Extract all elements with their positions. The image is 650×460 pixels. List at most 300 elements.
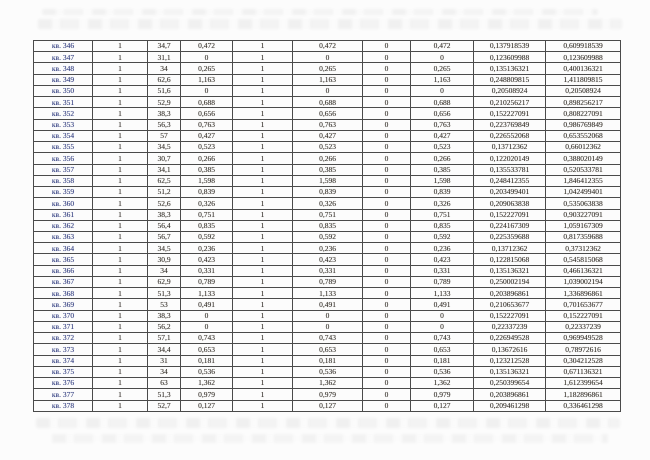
value-cell: 0 [363, 378, 411, 389]
value-cell: 0,523 [293, 142, 363, 153]
value-cell: 0,331 [181, 265, 233, 276]
value-cell: 0 [363, 85, 411, 96]
value-cell: 0 [363, 355, 411, 366]
value-cell: 30,9 [148, 254, 181, 265]
value-cell: 0,236 [181, 243, 233, 254]
row-label-cell: кв. 361 [34, 209, 93, 220]
value-cell: 51,6 [148, 85, 181, 96]
table-row [34, 52, 621, 63]
value-cell: 0 [363, 164, 411, 175]
value-cell: 0,248809815 [474, 74, 546, 85]
value-cell: 1 [93, 130, 148, 141]
value-cell: 0,236 [411, 243, 474, 254]
value-cell: 0,225359688 [474, 231, 546, 242]
value-cell: 1 [233, 119, 293, 130]
value-cell: 0,751 [411, 209, 474, 220]
table-row [34, 142, 621, 153]
value-cell: 0,592 [293, 231, 363, 242]
value-cell: 0,701653677 [546, 299, 621, 310]
value-cell: 53 [148, 299, 181, 310]
row-label-cell: кв. 371 [34, 321, 93, 332]
value-cell: 0,835 [411, 220, 474, 231]
row-label-cell: кв. 375 [34, 366, 93, 377]
table-row [34, 310, 621, 321]
value-cell: 1,163 [411, 74, 474, 85]
value-cell: 34,7 [148, 41, 181, 52]
value-cell: 1 [93, 344, 148, 355]
value-cell: 0,979 [181, 389, 233, 400]
value-cell: 1 [233, 355, 293, 366]
value-cell: 0,266 [293, 153, 363, 164]
value-cell: 0 [293, 52, 363, 63]
value-cell: 1 [233, 378, 293, 389]
value-cell: 0 [363, 265, 411, 276]
table-row [34, 198, 621, 209]
value-cell: 0,135533781 [474, 164, 546, 175]
table-row [34, 97, 621, 108]
value-cell: 1 [93, 153, 148, 164]
value-cell: 57,1 [148, 333, 181, 344]
value-cell: 1 [233, 389, 293, 400]
row-label-cell: кв. 373 [34, 344, 93, 355]
value-cell: 1 [93, 243, 148, 254]
value-cell: 0,491 [181, 299, 233, 310]
value-cell: 1 [93, 63, 148, 74]
value-cell: 1 [233, 265, 293, 276]
value-cell: 0 [363, 220, 411, 231]
value-cell: 56,3 [148, 119, 181, 130]
value-cell: 1 [93, 321, 148, 332]
table-row [34, 231, 621, 242]
value-cell: 0 [363, 209, 411, 220]
value-cell: 0,491 [411, 299, 474, 310]
value-cell: 0,789 [293, 276, 363, 287]
value-cell: 0,152227091 [546, 310, 621, 321]
value-cell: 0,898256217 [546, 97, 621, 108]
row-label-cell: кв. 356 [34, 153, 93, 164]
value-cell: 0 [363, 366, 411, 377]
value-cell: 1 [93, 355, 148, 366]
value-cell: 38,3 [148, 108, 181, 119]
value-cell: 0,808227091 [546, 108, 621, 119]
value-cell: 0,326 [293, 198, 363, 209]
value-cell: 0,37312362 [546, 243, 621, 254]
value-cell: 0,135136321 [474, 265, 546, 276]
table-row [34, 288, 621, 299]
row-label-cell: кв. 362 [34, 220, 93, 231]
value-cell: 0,13712362 [474, 243, 546, 254]
value-cell: 56,4 [148, 220, 181, 231]
value-cell: 0,122020149 [474, 153, 546, 164]
value-cell: 0,210653677 [474, 299, 546, 310]
value-cell: 0,751 [293, 209, 363, 220]
value-cell: 0,751 [181, 209, 233, 220]
value-cell: 0 [363, 243, 411, 254]
value-cell: 1 [233, 97, 293, 108]
row-label-cell: кв. 354 [34, 130, 93, 141]
value-cell: 1 [233, 130, 293, 141]
value-cell: 1 [233, 85, 293, 96]
table-row [34, 299, 621, 310]
value-cell: 1,598 [411, 175, 474, 186]
value-cell: 1 [93, 187, 148, 198]
value-cell: 1 [233, 321, 293, 332]
value-cell: 0,536 [293, 366, 363, 377]
value-cell: 0,385 [181, 164, 233, 175]
table-row [34, 220, 621, 231]
value-cell: 0 [363, 187, 411, 198]
value-cell: 0,265 [293, 63, 363, 74]
value-cell: 1 [93, 164, 148, 175]
value-cell: 0 [293, 321, 363, 332]
value-cell: 0 [293, 310, 363, 321]
value-cell: 0,181 [411, 355, 474, 366]
value-cell: 0,326 [181, 198, 233, 209]
value-cell: 0,209461298 [474, 400, 546, 412]
value-cell: 1,598 [181, 175, 233, 186]
value-cell: 0,122815068 [474, 254, 546, 265]
table-row [34, 119, 621, 130]
value-cell: 34,1 [148, 164, 181, 175]
table-row [34, 85, 621, 96]
row-label-cell: кв. 346 [34, 41, 93, 52]
value-cell: 1 [93, 378, 148, 389]
value-cell: 0,226552068 [474, 130, 546, 141]
value-cell: 1 [93, 97, 148, 108]
value-cell: 0,250002194 [474, 276, 546, 287]
value-cell: 1,163 [181, 74, 233, 85]
value-cell: 1,411809815 [546, 74, 621, 85]
value-cell: 1 [93, 400, 148, 412]
value-cell: 1 [93, 142, 148, 153]
value-cell: 0,152227091 [474, 310, 546, 321]
value-cell: 0 [363, 63, 411, 74]
value-cell: 52,9 [148, 97, 181, 108]
value-cell: 0,331 [411, 265, 474, 276]
value-cell: 0,135136321 [474, 63, 546, 74]
value-cell: 0,13712362 [474, 142, 546, 153]
value-cell: 1 [93, 254, 148, 265]
value-cell: 0,250399654 [474, 378, 546, 389]
value-cell: 0,210256217 [474, 97, 546, 108]
scan-bleedthrough-artifact [38, 19, 622, 29]
value-cell: 0,763 [181, 119, 233, 130]
value-cell: 1 [233, 142, 293, 153]
value-cell: 0,181 [293, 355, 363, 366]
value-cell: 1,133 [181, 288, 233, 299]
table-row [34, 153, 621, 164]
value-cell: 51,3 [148, 389, 181, 400]
value-cell: 62,9 [148, 276, 181, 287]
value-cell: 0,789 [411, 276, 474, 287]
value-cell: 34 [148, 63, 181, 74]
value-cell: 0,472 [411, 41, 474, 52]
value-cell: 0 [363, 400, 411, 412]
value-cell: 0 [363, 52, 411, 63]
value-cell: 0,181 [181, 355, 233, 366]
table-row [34, 333, 621, 344]
value-cell: 51,2 [148, 187, 181, 198]
value-cell: 34 [148, 265, 181, 276]
value-cell: 38,3 [148, 310, 181, 321]
value-cell: 34 [148, 366, 181, 377]
value-cell: 0 [363, 231, 411, 242]
value-cell: 0 [363, 254, 411, 265]
value-cell: 0,536 [181, 366, 233, 377]
row-label-cell: кв. 349 [34, 74, 93, 85]
value-cell: 0 [363, 321, 411, 332]
data-table [33, 40, 621, 412]
value-cell: 51,3 [148, 288, 181, 299]
value-cell: 0,223769849 [474, 119, 546, 130]
value-cell: 0,423 [411, 254, 474, 265]
value-cell: 0,520533781 [546, 164, 621, 175]
value-cell: 62,6 [148, 74, 181, 85]
value-cell: 0,969949528 [546, 333, 621, 344]
value-cell: 1,846412355 [546, 175, 621, 186]
value-cell: 34,5 [148, 243, 181, 254]
value-cell: 1 [93, 265, 148, 276]
value-cell: 1 [93, 299, 148, 310]
table-row [34, 63, 621, 74]
value-cell: 0 [363, 288, 411, 299]
value-cell: 1 [233, 175, 293, 186]
value-cell: 0 [363, 299, 411, 310]
value-cell: 0,986769849 [546, 119, 621, 130]
value-cell: 0,688 [293, 97, 363, 108]
value-cell: 0,248412355 [474, 175, 546, 186]
table-row [34, 265, 621, 276]
value-cell: 0,839 [411, 187, 474, 198]
value-cell: 1 [93, 276, 148, 287]
value-cell: 0,535063838 [546, 198, 621, 209]
value-cell: 0 [411, 85, 474, 96]
row-label-cell: кв. 372 [34, 333, 93, 344]
value-cell: 0,78972616 [546, 344, 621, 355]
value-cell: 30,7 [148, 153, 181, 164]
value-cell: 0 [411, 310, 474, 321]
value-cell: 1 [233, 400, 293, 412]
table-row [34, 389, 621, 400]
value-cell: 1 [93, 74, 148, 85]
value-cell: 0,656 [181, 108, 233, 119]
value-cell: 56,7 [148, 231, 181, 242]
value-cell: 38,3 [148, 209, 181, 220]
value-cell: 0 [181, 310, 233, 321]
value-cell: 0,839 [293, 187, 363, 198]
row-label-cell: кв. 347 [34, 52, 93, 63]
table-row [34, 355, 621, 366]
value-cell: 1 [233, 310, 293, 321]
value-cell: 0 [363, 276, 411, 287]
value-cell: 1 [93, 288, 148, 299]
value-cell: 0,653 [411, 344, 474, 355]
value-cell: 0,135136321 [474, 366, 546, 377]
value-cell: 1 [233, 74, 293, 85]
row-label-cell: кв. 357 [34, 164, 93, 175]
table-row [34, 209, 621, 220]
value-cell: 1 [233, 276, 293, 287]
scan-bleedthrough-artifact [36, 418, 620, 428]
row-label-cell: кв. 355 [34, 142, 93, 153]
value-cell: 57 [148, 130, 181, 141]
row-label-cell: кв. 353 [34, 119, 93, 130]
data-table-body [34, 41, 621, 412]
value-cell: 0 [363, 130, 411, 141]
value-cell: 0,817359688 [546, 231, 621, 242]
row-label-cell: кв. 376 [34, 378, 93, 389]
value-cell: 52,7 [148, 400, 181, 412]
value-cell: 0,123609988 [474, 52, 546, 63]
value-cell: 0,236 [293, 243, 363, 254]
value-cell: 0 [181, 321, 233, 332]
value-cell: 0,20508924 [474, 85, 546, 96]
value-cell: 0 [363, 310, 411, 321]
scan-bleedthrough-artifact [52, 434, 608, 443]
value-cell: 1,163 [293, 74, 363, 85]
table-row [34, 74, 621, 85]
value-cell: 1 [233, 153, 293, 164]
value-cell: 1 [233, 299, 293, 310]
value-cell: 52,6 [148, 198, 181, 209]
value-cell: 0 [363, 41, 411, 52]
value-cell: 0,400136321 [546, 63, 621, 74]
value-cell: 0,331 [293, 265, 363, 276]
value-cell: 0,127 [293, 400, 363, 412]
value-cell: 1 [233, 333, 293, 344]
value-cell: 34,5 [148, 142, 181, 153]
value-cell: 0,385 [293, 164, 363, 175]
value-cell: 0,466136321 [546, 265, 621, 276]
value-cell: 1 [93, 389, 148, 400]
value-cell: 0,152227091 [474, 108, 546, 119]
value-cell: 0,13672616 [474, 344, 546, 355]
value-cell: 1,362 [293, 378, 363, 389]
value-cell: 0,388020149 [546, 153, 621, 164]
value-cell: 1 [233, 108, 293, 119]
value-cell: 0,592 [411, 231, 474, 242]
table-row [34, 366, 621, 377]
value-cell: 0 [181, 85, 233, 96]
value-cell: 1 [233, 41, 293, 52]
value-cell: 0,653 [293, 344, 363, 355]
value-cell: 0,22337239 [546, 321, 621, 332]
row-label-cell: кв. 369 [34, 299, 93, 310]
value-cell: 1,042499401 [546, 187, 621, 198]
row-label-cell: кв. 348 [34, 63, 93, 74]
value-cell: 0,226949528 [474, 333, 546, 344]
value-cell: 0,979 [293, 389, 363, 400]
row-label-cell: кв. 368 [34, 288, 93, 299]
value-cell: 0 [363, 198, 411, 209]
table-row [34, 243, 621, 254]
table-row [34, 187, 621, 198]
table-row [34, 344, 621, 355]
row-label-cell: кв. 350 [34, 85, 93, 96]
value-cell: 0,266 [411, 153, 474, 164]
value-cell: 1 [233, 164, 293, 175]
value-cell: 1 [233, 209, 293, 220]
value-cell: 0,688 [181, 97, 233, 108]
value-cell: 0,472 [293, 41, 363, 52]
value-cell: 0,265 [181, 63, 233, 74]
value-cell: 0,123212528 [474, 355, 546, 366]
row-label-cell: кв. 358 [34, 175, 93, 186]
value-cell: 1,039002194 [546, 276, 621, 287]
value-cell: 0,265 [411, 63, 474, 74]
value-cell: 1 [93, 119, 148, 130]
value-cell: 0 [363, 389, 411, 400]
value-cell: 0,224167309 [474, 220, 546, 231]
value-cell: 0,472 [181, 41, 233, 52]
value-cell: 1,612399654 [546, 378, 621, 389]
value-cell: 0,427 [181, 130, 233, 141]
value-cell: 1,133 [411, 288, 474, 299]
row-label-cell: кв. 351 [34, 97, 93, 108]
value-cell: 0,385 [411, 164, 474, 175]
value-cell: 1 [93, 198, 148, 209]
value-cell: 1,362 [181, 378, 233, 389]
value-cell: 0 [363, 344, 411, 355]
value-cell: 0 [411, 52, 474, 63]
value-cell: 0 [363, 74, 411, 85]
value-cell: 1 [93, 209, 148, 220]
value-cell: 0,688 [411, 97, 474, 108]
value-cell: 1 [93, 366, 148, 377]
row-label-cell: кв. 370 [34, 310, 93, 321]
value-cell: 0,835 [181, 220, 233, 231]
value-cell: 0,609918539 [546, 41, 621, 52]
row-label-cell: кв. 360 [34, 198, 93, 209]
value-cell: 0,835 [293, 220, 363, 231]
row-label-cell: кв. 378 [34, 400, 93, 412]
table-row [34, 321, 621, 332]
value-cell: 0 [363, 97, 411, 108]
value-cell: 0,979 [411, 389, 474, 400]
value-cell: 63 [148, 378, 181, 389]
value-cell: 0,203499401 [474, 187, 546, 198]
value-cell: 1 [93, 85, 148, 96]
value-cell: 0,336461298 [546, 400, 621, 412]
value-cell: 1 [93, 333, 148, 344]
table-row [34, 164, 621, 175]
table-row [34, 130, 621, 141]
value-cell: 0 [293, 85, 363, 96]
value-cell: 0,536 [411, 366, 474, 377]
table-row [34, 254, 621, 265]
value-cell: 0,671136321 [546, 366, 621, 377]
value-cell: 0,127 [181, 400, 233, 412]
value-cell: 1 [93, 108, 148, 119]
value-cell: 0,127 [411, 400, 474, 412]
table-row [34, 400, 621, 412]
value-cell: 0 [363, 175, 411, 186]
value-cell: 1,336896861 [546, 288, 621, 299]
value-cell: 0,266 [181, 153, 233, 164]
value-cell: 0,656 [293, 108, 363, 119]
value-cell: 1 [93, 310, 148, 321]
row-label-cell: кв. 374 [34, 355, 93, 366]
row-label-cell: кв. 359 [34, 187, 93, 198]
value-cell: 1 [233, 288, 293, 299]
value-cell: 62,5 [148, 175, 181, 186]
value-cell: 1 [93, 52, 148, 63]
table-row [34, 108, 621, 119]
value-cell: 0,427 [411, 130, 474, 141]
value-cell: 0,203896861 [474, 389, 546, 400]
value-cell: 0,123609988 [546, 52, 621, 63]
value-cell: 0 [363, 333, 411, 344]
